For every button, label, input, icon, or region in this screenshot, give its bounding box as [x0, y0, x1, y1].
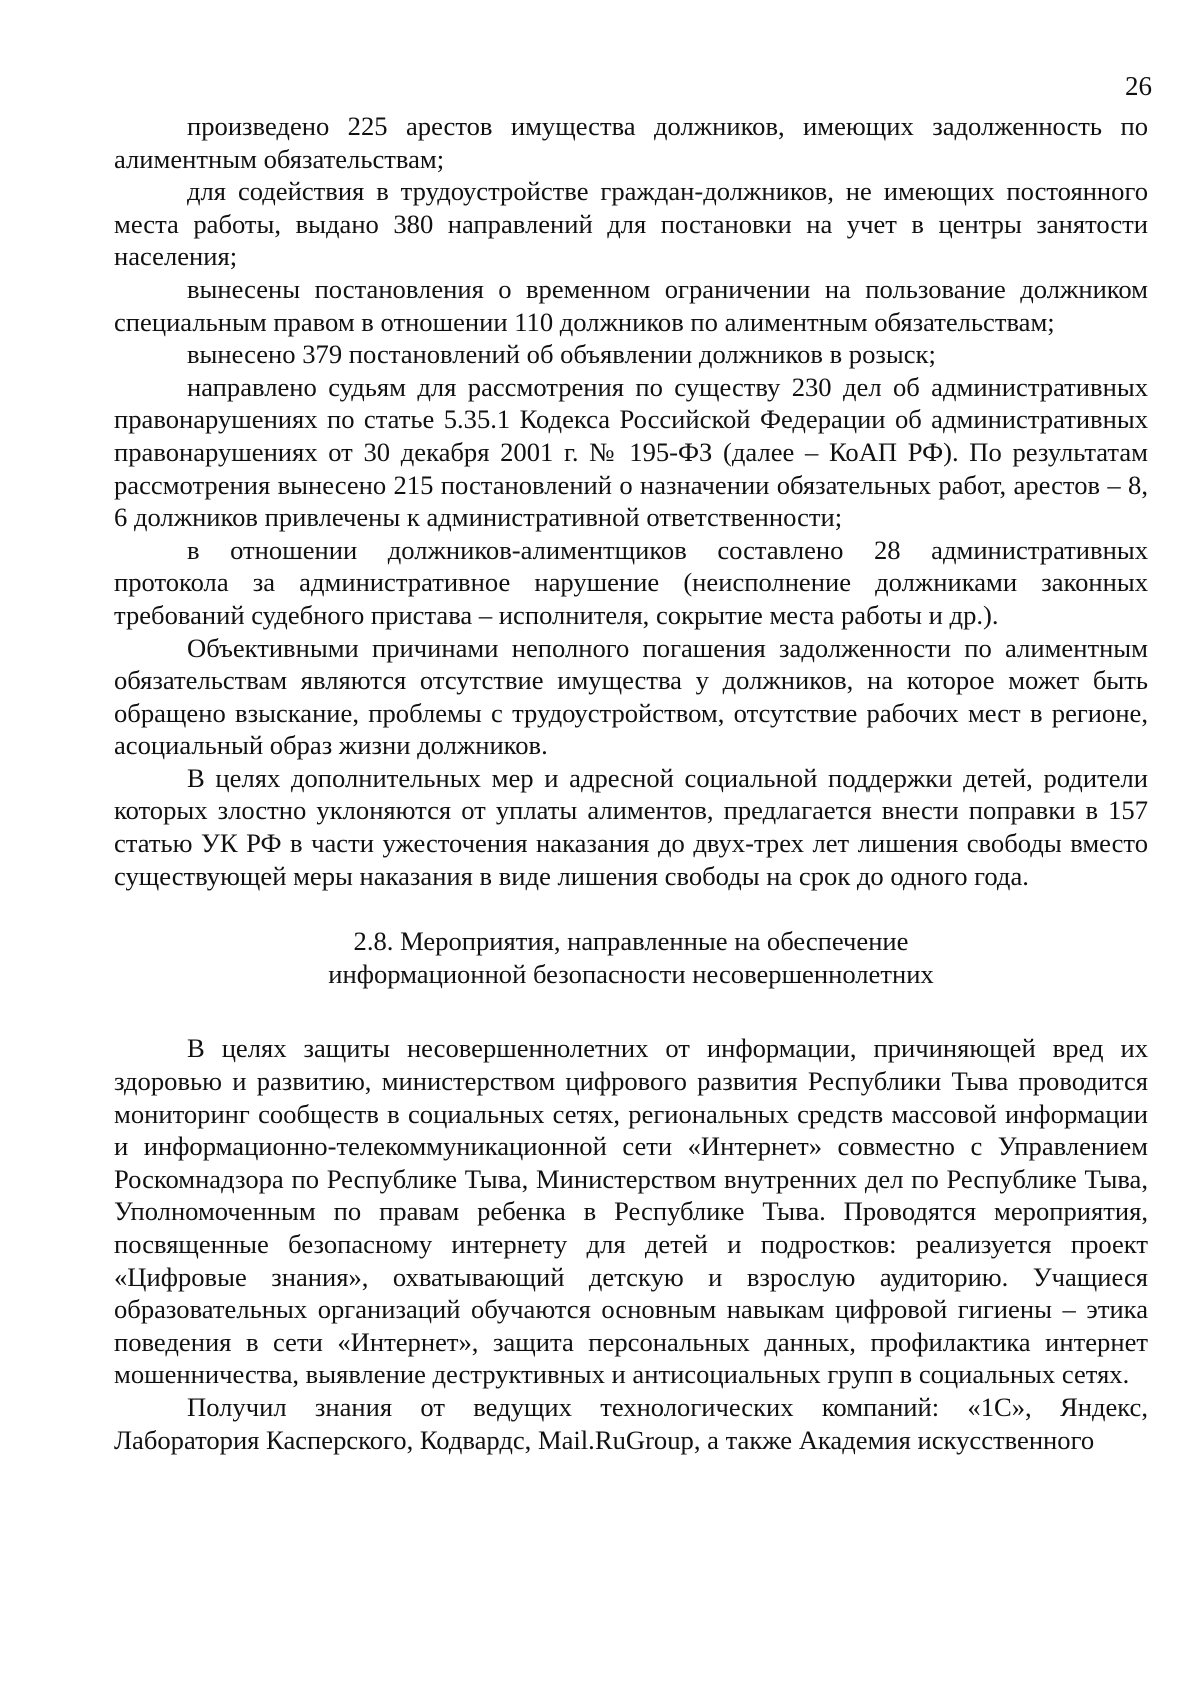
section-heading: [114, 925, 1148, 990]
paragraph-objective-reasons: Объективными причинами неполного погашения задолженности по алиментным обязательствам являются отсутствие имущества у должников, на которое может быть обращено взыскание, проблемы с трудоустройством, отсутствие рабочих мест в регионе, асоциальный образ жизни должников.: [114, 632, 1148, 761]
paragraph-proposed-amendments: В целях дополнительных мер и адресной социальной поддержки детей, родители которых злостно уклоняются от уплаты алиментов, предлагается внести поправки в 157 статью УК РФ в части ужесточения наказания до двух-трех лет лишения свободы вместо существующей меры наказания в виде лишения свободы на срок до одного года.: [114, 762, 1148, 891]
paragraph-administrative-cases: направлено судьям для рассмотрения по существу 230 дел об административных правонарушениях по статье 5.35.1 Кодекса Российской Федерации об административных правонарушениях от 30 декабря 2001 г. № 195-ФЗ (далее – КоАП РФ). По результатам рассмотрения вынесено 215 постановлений о назначении обязательных работ, арестов – 8, 6 должников привлечены к административной ответственности;: [114, 371, 1148, 533]
paragraph-technology-companies: Получил знания от ведущих технологических компаний: «1С», Яндекс, Лаборатория Касперского, Кодвардс, Mail.RuGroup, а также Академия искусственного: [114, 1391, 1148, 1455]
document-body: [114, 110, 1148, 1456]
paragraph-special-right-restriction: вынесены постановления о временном ограничении на пользование должником специальным правом в отношении 110 должников по алиментным обязательствам;: [114, 273, 1148, 337]
paragraph-information-security: В целях защиты несовершеннолетних от информации, причиняющей вред их здоровью и развитию, министерством цифрового развития Республики Тыва проводится мониторинг сообществ в социальных сетях, региональных средств массовой информации и информационно-телекоммуникационной сети «Интернет» совместно с Управлением Роскомнадзора по Республике Тыва, Министерством внутренних дел по Республике Тыва, Уполномоченным по правам ребенка в Республике Тыва. Проводятся мероприятия, посвященные безопасному интернету для детей и подростков: реализуется проект «Цифровые знания», охватывающий детскую и взрослую аудиторию. Учащиеся образовательных организаций обучаются основным навыкам цифровой гигиены – этика поведения в сети «Интернет», защита персональных данных, профилактика интернет мошенничества, выявление деструктивных и антисоциальных групп в социальных сетях.: [114, 1033, 1148, 1390]
paragraph-employment-referrals: для содействия в трудоустройстве граждан-должников, не имеющих постоянного места работы, выдано 380 направлений для постановки на учет в центры занятости населения;: [114, 176, 1148, 272]
section-heading-line-2: информационной безопасности несовершеннолетних: [328, 958, 934, 989]
paragraph-wanted-list: вынесено 379 постановлений об объявлении должников в розыск;: [187, 339, 936, 370]
paragraph-administrative-protocols: в отношении должников-алиментщиков составлено 28 административных протокола за административное нарушение (неисполнение должниками законных требований судебного пристава – исполнителя, сокрытие места работы и др.).: [114, 534, 1148, 630]
page-number: 26: [1125, 71, 1152, 101]
section-heading-line-1: 2.8. Мероприятия, направленные на обеспечение: [353, 926, 909, 957]
paragraph-arrests: произведено 225 арестов имущества должников, имеющих задолженность по алиментным обязательствам;: [114, 111, 1148, 174]
